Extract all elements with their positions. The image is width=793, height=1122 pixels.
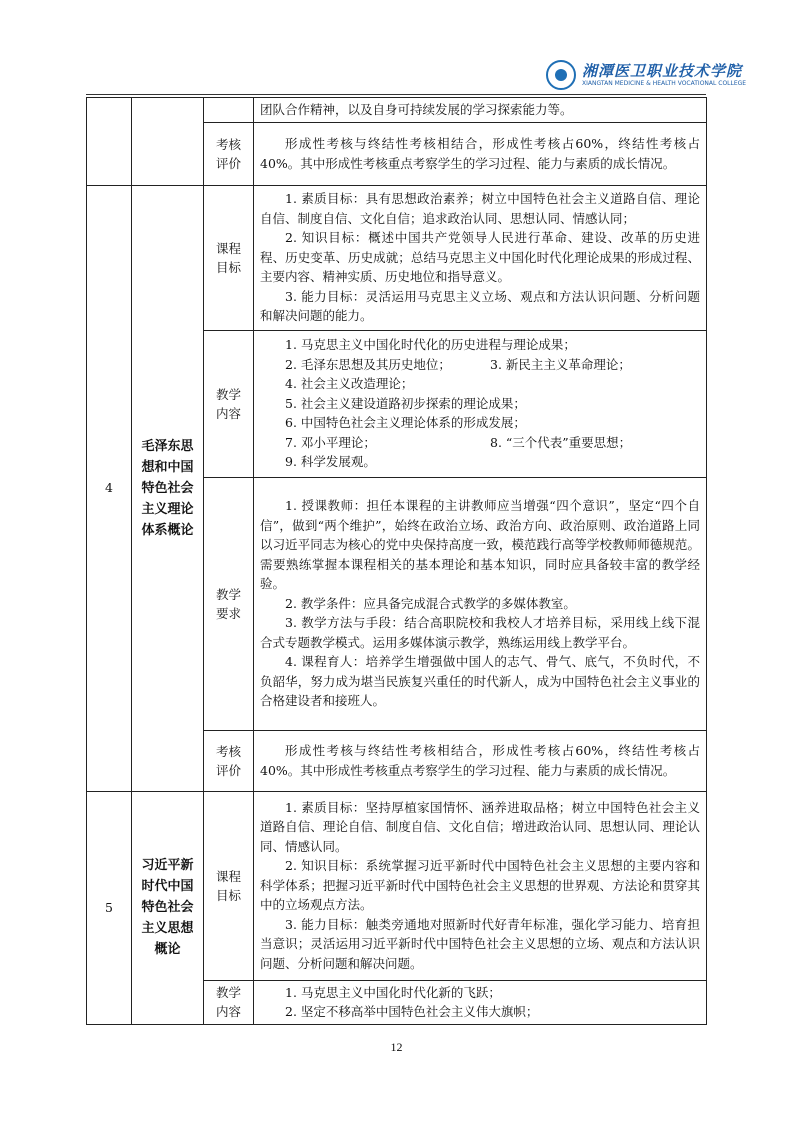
- college-logo: [546, 60, 747, 92]
- content-cell: 1. 马克思主义中国化时代化的历史进程与理论成果； 2. 毛泽东思想及其历史地位； 3. 新民主主义革命理论； 4. 社会主义改造理论； 5. 社会主义建设道路初步探索的理论成果； 6. 中国特色社会主义理论体系的形成发展； 7. 邓小平理论； 8. “三个代表”重要思想； 9. 科学发展观。: [254, 330, 707, 477]
- course-number-cell: 4: [87, 185, 132, 791]
- category-cell: [204, 122, 254, 185]
- category-cell: [204, 791, 254, 980]
- category-label: 考核评价: [215, 743, 241, 778]
- header-rule: [86, 94, 706, 95]
- course-name: 习近平新时代中国特色社会主义思想概论: [141, 858, 194, 957]
- continued-text-cell: 团队合作精神，以及自身可持续发展的学习探索能力等。: [254, 98, 707, 123]
- course-table: [86, 97, 707, 1025]
- category-cell: [204, 730, 254, 791]
- category-cell: [204, 98, 254, 123]
- assessment-cell: 形成性考核与终结性考核相结合，形成性考核占60%，终结性考核占40%。其中形成性考核重点考察学生的学习过程、能力与素质的成长情况。: [254, 730, 707, 791]
- category-label: 考核评价: [215, 136, 241, 171]
- category-label: 教学内容: [215, 386, 241, 421]
- assessment-cell: 形成性考核与终结性考核相结合，形成性考核占60%，终结性考核占40%。其中形成性考核重点考察学生的学习过程、能力与素质的成长情况。: [254, 122, 707, 185]
- table-row: [87, 98, 707, 123]
- table-row: [87, 791, 707, 980]
- course-number-cell: [87, 98, 132, 186]
- content-cell: 1. 马克思主义中国化时代化新的飞跃； 2. 坚定不移高举中国特色社会主义伟大旗帜；: [254, 980, 707, 1024]
- category-label: 教学要求: [215, 586, 241, 621]
- category-cell: [204, 980, 254, 1024]
- category-label: 教学内容: [215, 985, 241, 1019]
- course-name: 毛泽东思想和中国特色社会主义理论体系概论: [141, 438, 194, 538]
- category-label: 课程目标: [215, 868, 241, 903]
- category-cell: [204, 185, 254, 330]
- logo-english-name: XIANGTAN MEDICINE & HEALTH VOCATIONAL COLLEGE: [582, 80, 747, 87]
- category-cell: [204, 330, 254, 477]
- objectives-cell: 1. 素质目标：具有思想政治素养；树立中国特色社会主义道路自信、理论自信、制度自信、文化自信；追求政治认同、思想认同、情感认同； 2. 知识目标：概述中国共产党领导人民进行革命、建设、改革的历史进程、历史变革、历史成就；总结马克思主义中国化时代化理论成果的形成过程、主要内容、精神实质、历史地位和指导意义。 3. 能力目标：灵活运用马克思主义立场、观点和方法认识问题、分析问题和解决问题的能力。: [254, 185, 707, 330]
- requirements-cell: 1. 授课教师：担任本课程的主讲教师应当增强“四个意识”，坚定“四个自信”，做到“两个维护”，始终在政治立场、政治方向、政治原则、政治道路上同以习近平同志为核心的党中央保持高度一致，模范践行高等学校教师师德规范。需要熟练掌握本课程相关的基本理论和基本知识，同时应具备较丰富的教学经验。 2. 教学条件：应具备完成混合式教学的多媒体教室。 3. 教学方法与手段：结合高职院校和我校人才培养目标，采用线上线下混合式专题教学模式。运用多媒体演示教学，熟练运用线上教学平台。 4. 课程育人：培养学生增强做中国人的志气、骨气、底气，不负时代，不负韶华，努力成为堪当民族复兴重任的时代新人，成为中国特色社会主义事业的合格建设者和接班人。: [254, 477, 707, 730]
- logo-chinese-name: 湘潭医卫职业技术学院: [582, 62, 743, 80]
- course-name-cell: [132, 185, 204, 791]
- table-row: [87, 185, 707, 330]
- category-label: 课程目标: [215, 240, 241, 275]
- objectives-cell: 1. 素质目标：坚持厚植家国情怀、涵养进取品格；树立中国特色社会主义道路自信、理论自信、制度自信、文化自信；增进政治认同、思想认同、理论认同、情感认同。 2. 知识目标：系统掌握习近平新时代中国特色社会主义思想的主要内容和科学体系；把握习近平新时代中国特色社会主义思想的世界观、方法论和贯穿其中的立场观点方法。 3. 能力目标：触类旁通地对照新时代好青年标准，强化学习能力、培育担当意识；灵活运用习近平新时代中国特色社会主义思想的立场、观点和方法认识问题、分析问题和解决问题。: [254, 791, 707, 980]
- course-number-cell: 5: [87, 791, 132, 1024]
- college-emblem-icon: [546, 60, 576, 90]
- page-number: 12: [390, 1040, 403, 1054]
- course-name-cell: [132, 791, 204, 1024]
- category-cell: [204, 477, 254, 730]
- course-name-cell: [132, 98, 204, 186]
